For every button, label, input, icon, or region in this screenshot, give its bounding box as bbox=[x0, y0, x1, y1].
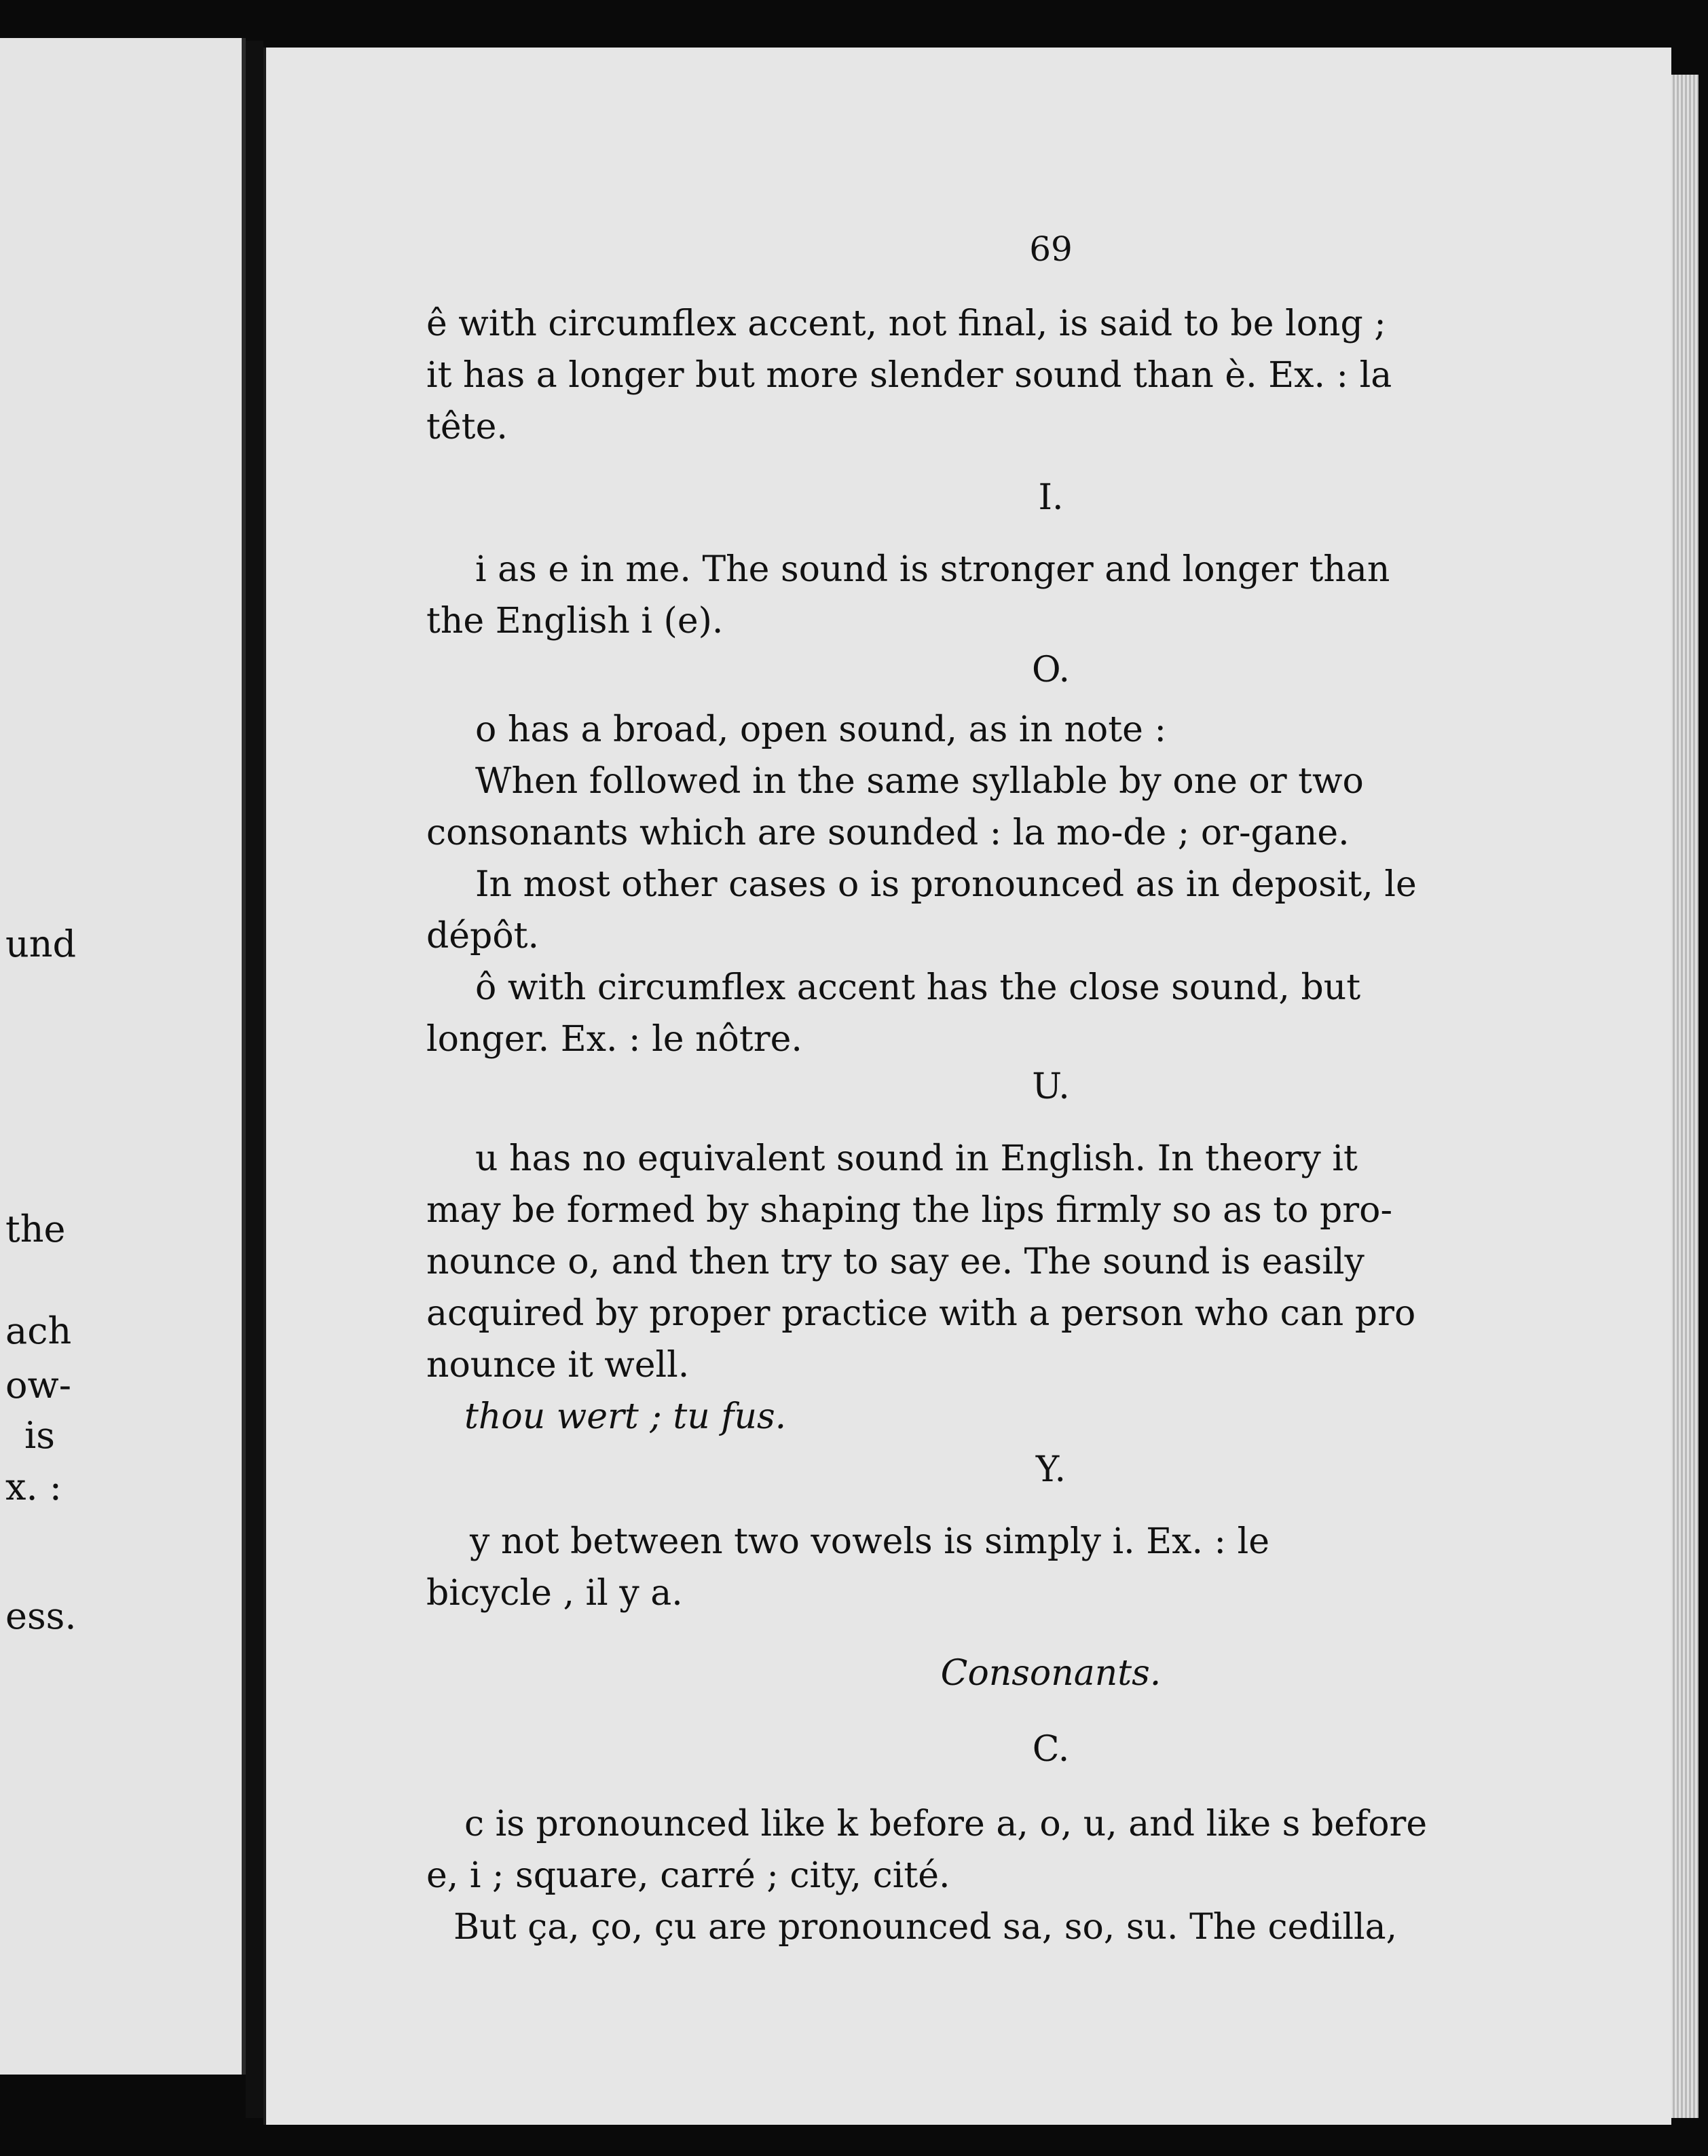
text-line: When followed in the same syllable by one or two bbox=[475, 761, 1364, 802]
section-heading-consonants: Consonants. bbox=[940, 1653, 1162, 1694]
left-fragment: und bbox=[5, 923, 77, 965]
left-fragment: ow- bbox=[5, 1364, 71, 1407]
page-number: 69 bbox=[1029, 229, 1073, 269]
section-heading-o: O. bbox=[1031, 650, 1071, 690]
book-gutter bbox=[246, 41, 263, 2118]
text-line: consonants which are sounded : la mo-de ; or-gane. bbox=[426, 813, 1350, 853]
section-heading-u: U. bbox=[1032, 1066, 1070, 1107]
text-line: nounce o, and then try to say ee. The sound is easily bbox=[426, 1242, 1364, 1282]
text-line: may be formed by shaping the lips firmly so as to pro- bbox=[426, 1190, 1393, 1231]
left-fragment: the bbox=[5, 1208, 66, 1250]
text-line: But ça, ço, çu are pronounced sa, so, su. The cedilla, bbox=[453, 1907, 1398, 1948]
text-line: nounce it well. bbox=[426, 1345, 690, 1386]
text-line: acquired by proper practice with a person who can pro bbox=[426, 1293, 1416, 1334]
text-line: y not between two vowels is simply i. Ex. : le bbox=[470, 1521, 1269, 1562]
facing-page-fragment bbox=[0, 38, 246, 2075]
text-line: ê with circumflex accent, not final, is said to be long ; bbox=[426, 303, 1386, 344]
text-line: ô with circumflex accent has the close sound, but bbox=[475, 967, 1361, 1008]
text-line: it has a longer but more slender sound than è. Ex. : la bbox=[426, 355, 1392, 396]
text-line: o has a broad, open sound, as in note : bbox=[475, 709, 1166, 750]
text-line: thou wert ; tu fus. bbox=[464, 1396, 787, 1437]
text-line: longer. Ex. : le nôtre. bbox=[426, 1019, 802, 1060]
text-line: dépôt. bbox=[426, 916, 540, 956]
text-line: i as e in me. The sound is stronger and longer than bbox=[475, 549, 1390, 590]
text-line: e, i ; square, carré ; city, cité. bbox=[426, 1855, 950, 1896]
section-heading-y: Y. bbox=[1035, 1449, 1066, 1490]
text-line: the English i (e). bbox=[426, 601, 724, 642]
left-fragment: x. : bbox=[5, 1466, 62, 1508]
text-line: tête. bbox=[426, 407, 508, 447]
book-page bbox=[263, 48, 1671, 2125]
text-line: u has no equivalent sound in English. In theory it bbox=[475, 1138, 1358, 1179]
left-fragment: is bbox=[24, 1414, 55, 1457]
text-line: bicycle , il y a. bbox=[426, 1573, 683, 1614]
left-fragment: ess. bbox=[5, 1595, 77, 1637]
text-line: In most other cases o is pronounced as in deposit, le bbox=[475, 864, 1417, 905]
left-fragment: ach bbox=[5, 1309, 72, 1352]
text-line: c is pronounced like k before a, o, u, and like s before bbox=[464, 1804, 1428, 1844]
section-heading-c: C. bbox=[1032, 1729, 1070, 1770]
section-heading-i: I. bbox=[1038, 477, 1064, 518]
